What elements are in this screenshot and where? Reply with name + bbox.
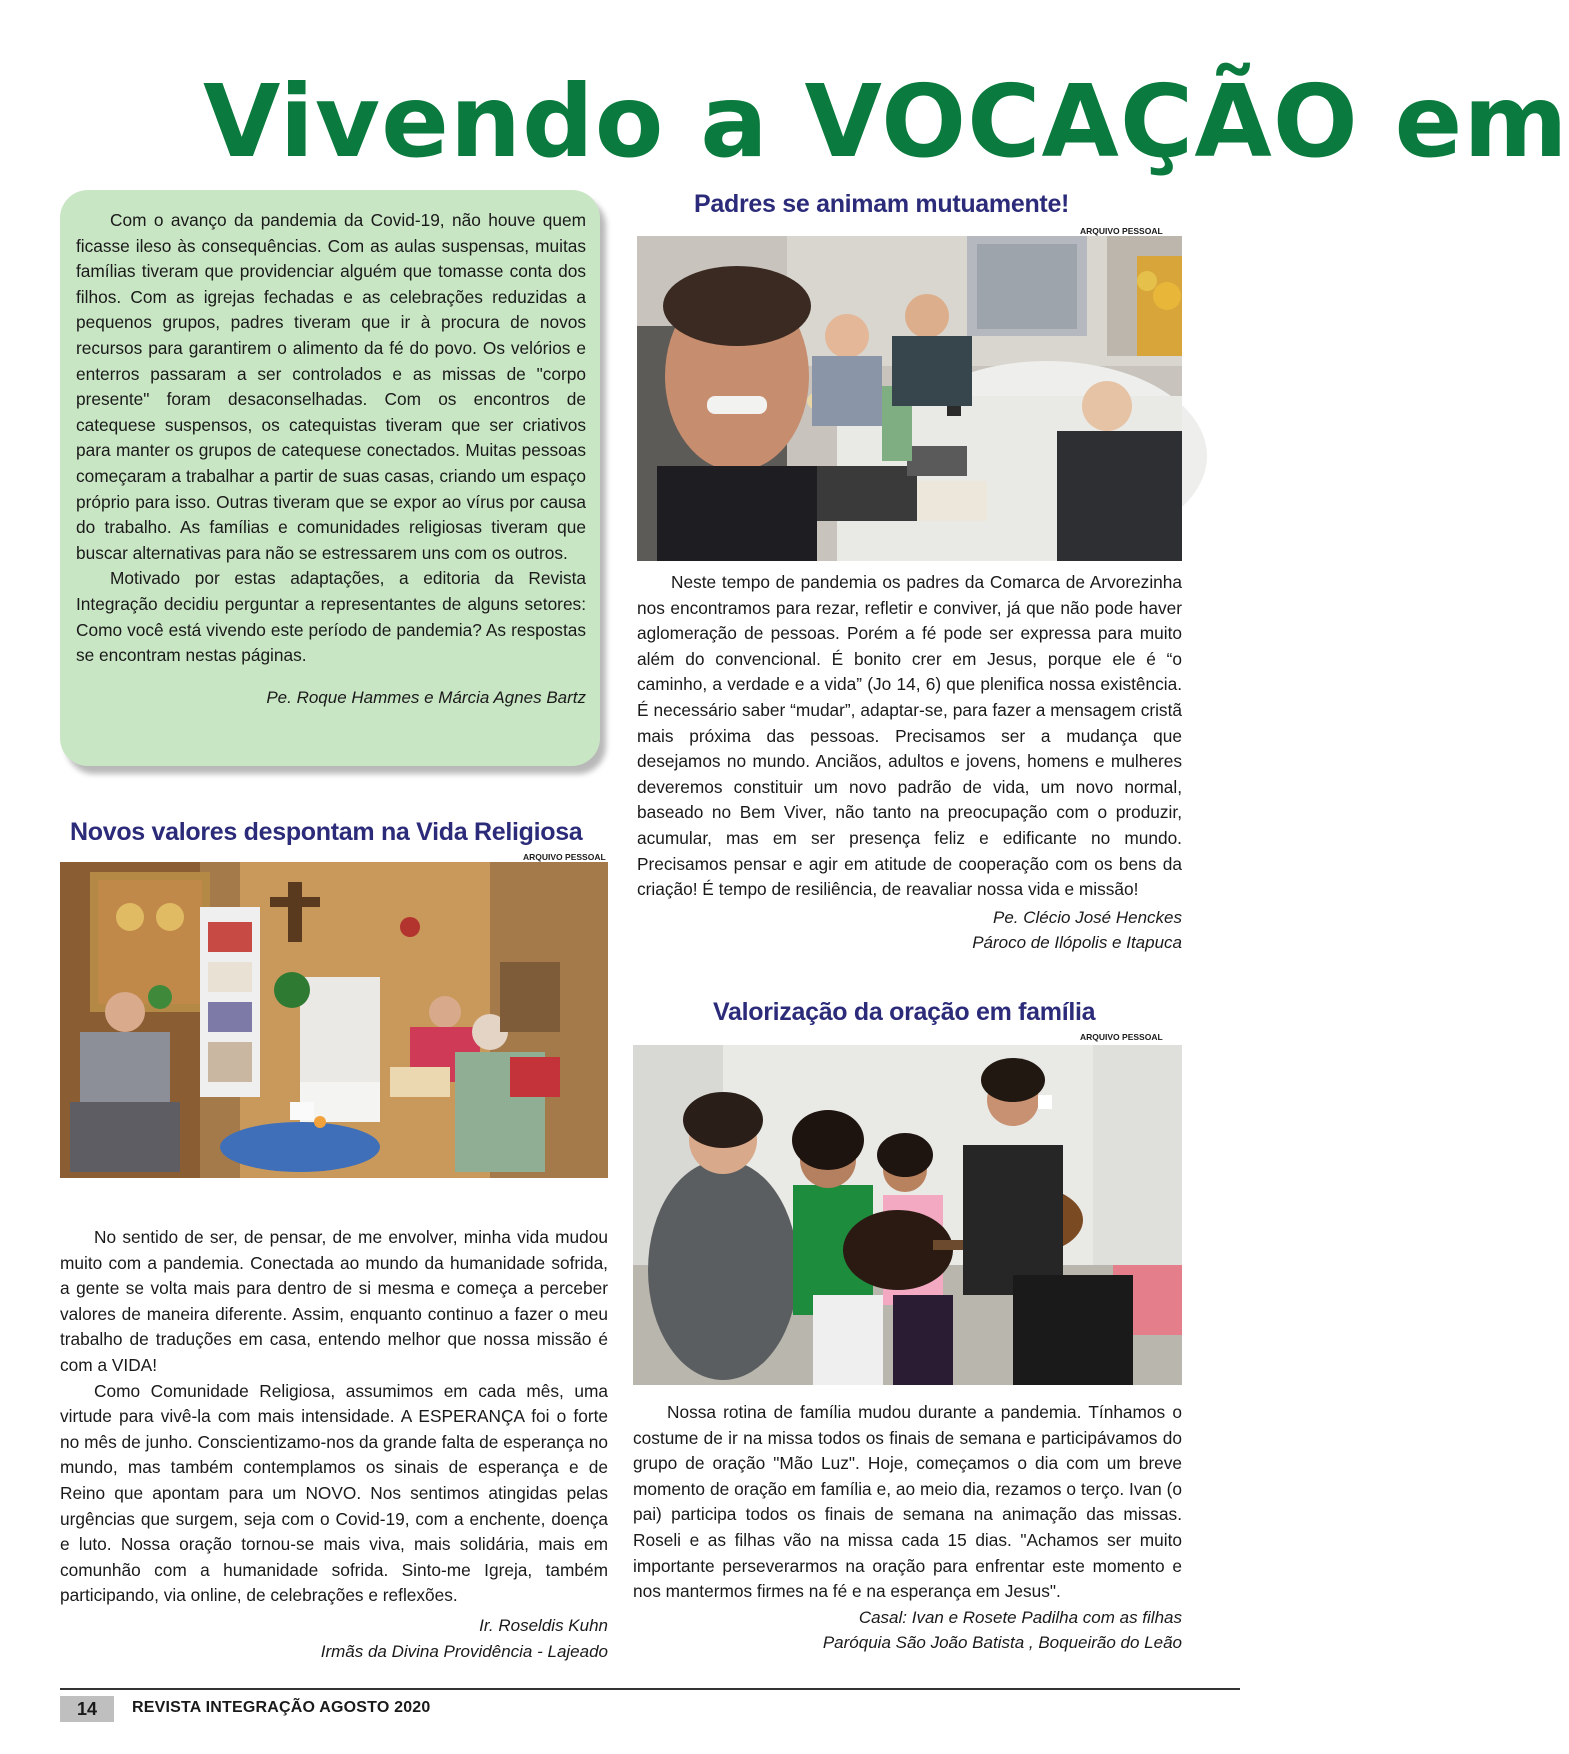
religiosa-body	[60, 1225, 608, 1664]
familia-body	[633, 1400, 1182, 1656]
religiosa-paragraph: No sentido de ser, de pensar, de me envolver, minha vida mudou muito com a pandemia. Conectada ao mundo da humanidade sofrida, a gente se volta mais para dentro de si mesma e começa a perceber valores de maneira diferente. Assim, enquanto continuo a fazer o meu trabalho de traduções em casa, entendo melhor que nossa missão é com a VIDA!	[60, 1227, 608, 1375]
footer-divider	[60, 1688, 1240, 1690]
padres-paragraph: Neste tempo de pandemia os padres da Comarca de Arvorezinha nos encontramos para rezar, refletir e conviver, já que não pode haver aglomeração de pessoas. Porém a fé pode ser expressa para muito além do convencional. É bonito crer em Jesus, porque ele é “o caminho, a verdade e a vida” (Jo 14, 6) que plenifica nossa existência. É necessário saber “mudar”, adaptar-se, para fazer a mensagem cristã mais próxima das pessoas. Precisamos ser a mudança que desejamos no mundo. Anciãos, adultos e jovens, homens e mulheres deveremos constituir um novo padrão de vida, um novo normal, baseado no Bem Viver, não tanto na preocupação com o produzir, acumular, mas em ser presença feliz e edificante no mundo. Precisamos pensar e agir em atitude de cooperação com os bens da criação! É tempo de resiliência, de reavaliar nossa vida e missão!	[637, 572, 1182, 900]
intro-signature: Pe. Roque Hammes e Márcia Agnes Bartz	[266, 687, 586, 707]
padres-photo	[637, 236, 1182, 561]
religiosa-signature-name: Ir. Roseldis Kuhn	[479, 1615, 608, 1635]
page-number: 14	[60, 1696, 114, 1722]
intro-paragraph: Motivado por estas adaptações, a editoria da Revista Integração decidiu perguntar a representantes de alguns setores: Como você está vivendo este período de pandemia? As respostas se encontram nestas páginas.	[76, 568, 586, 666]
familia-photo	[633, 1045, 1182, 1385]
padres-body	[637, 570, 1182, 956]
page-headline: Vivendo a VOCAÇÃO em	[203, 63, 1569, 180]
familia-paragraph: Nossa rotina de família mudou durante a pandemia. Tínhamos o costume de ir na missa todos os finais de semana e participávamos do grupo de oração "Mão Luz". Hoje, começamos o dia com um breve momento de oração em família e, ao meio dia, rezamos o terço. Ivan (o pai) participa todos os finais de semana na animação das missas. Roseli e as filhas vão na missa cada 15 dias. "Achamos ser muito importante perseverarmos na oração para enfrentar este momento e nos mantermos firmes na fé e na esperança em Jesus".	[633, 1402, 1182, 1602]
religiosa-photo-credit: ARQUIVO PESSOAL	[523, 852, 606, 862]
religiosa-section-title: Novos valores despontam na Vida Religiosa	[70, 818, 583, 846]
padres-photo-credit: ARQUIVO PESSOAL	[1080, 226, 1163, 236]
padres-signature-role: Pároco de Ilópolis e Itapuca	[972, 933, 1182, 953]
religiosa-signature-role: Irmãs da Divina Providência - Lajeado	[320, 1641, 608, 1661]
padres-section-title: Padres se animam mutuamente!	[694, 190, 1070, 218]
religiosa-paragraph: Como Comunidade Religiosa, assumimos em cada mês, uma virtude para vivê-la com mais intensidade. A ESPERANÇA foi o forte no mês de junho. Conscientizamo-nos da grande falta de esperança no mundo, mas também contemplamos os sinais de esperança e de Reino que apontam para um NOVO. Nos sentimos atingidas pelas urgências que surgem, seja com o Covid-19, com a enchente, doença e luto. Nossa oração tornou-se mais viva, mais solidária, mais em comunhão com a humanidade sofrida. Sinto-me Igreja, também participando, via online, de celebrações e reflexões.	[60, 1380, 608, 1606]
familia-signature-name: Casal: Ivan e Rosete Padilha com as filhas	[858, 1607, 1182, 1627]
footer-publication: REVISTA INTEGRAÇÃO AGOSTO 2020	[132, 1699, 431, 1716]
padres-signature-name: Pe. Clécio José Henckes	[993, 907, 1182, 927]
familia-signature-role: Paróquia São João Batista , Boqueirão do Leão	[822, 1633, 1182, 1653]
religiosa-photo	[60, 862, 608, 1178]
familia-photo-credit: ARQUIVO PESSOAL	[1080, 1032, 1163, 1042]
intro-paragraph: Com o avanço da pandemia da Covid-19, não houve quem ficasse ileso às consequências. Com as aulas suspensas, muitas famílias tiveram que providenciar alguém que tomasse conta dos filhos. Com as igrejas fechadas e as celebrações reduzidas a pequenos grupos, padres tiveram que ir à procura de novos recursos para garantirem o alimento da fé do povo. Os velórios e enterros passaram a ser controlados e as missas de "corpo presente" foram desaconselhadas. Com os encontros de catequese suspensos, os catequistas tiveram que ser criativos para manter os grupos de catequese conectados. Muitas pessoas começaram a trabalhar a partir de suas casas, criando um espaço próprio para isso. Outras tiveram que se expor ao vírus por causa do trabalho. As famílias e comunidades religiosas tiveram que buscar alternativas para não se estressarem uns com os outros.	[76, 210, 586, 563]
intro-box	[60, 190, 600, 766]
familia-section-title: Valorização da oração em família	[713, 998, 1096, 1026]
